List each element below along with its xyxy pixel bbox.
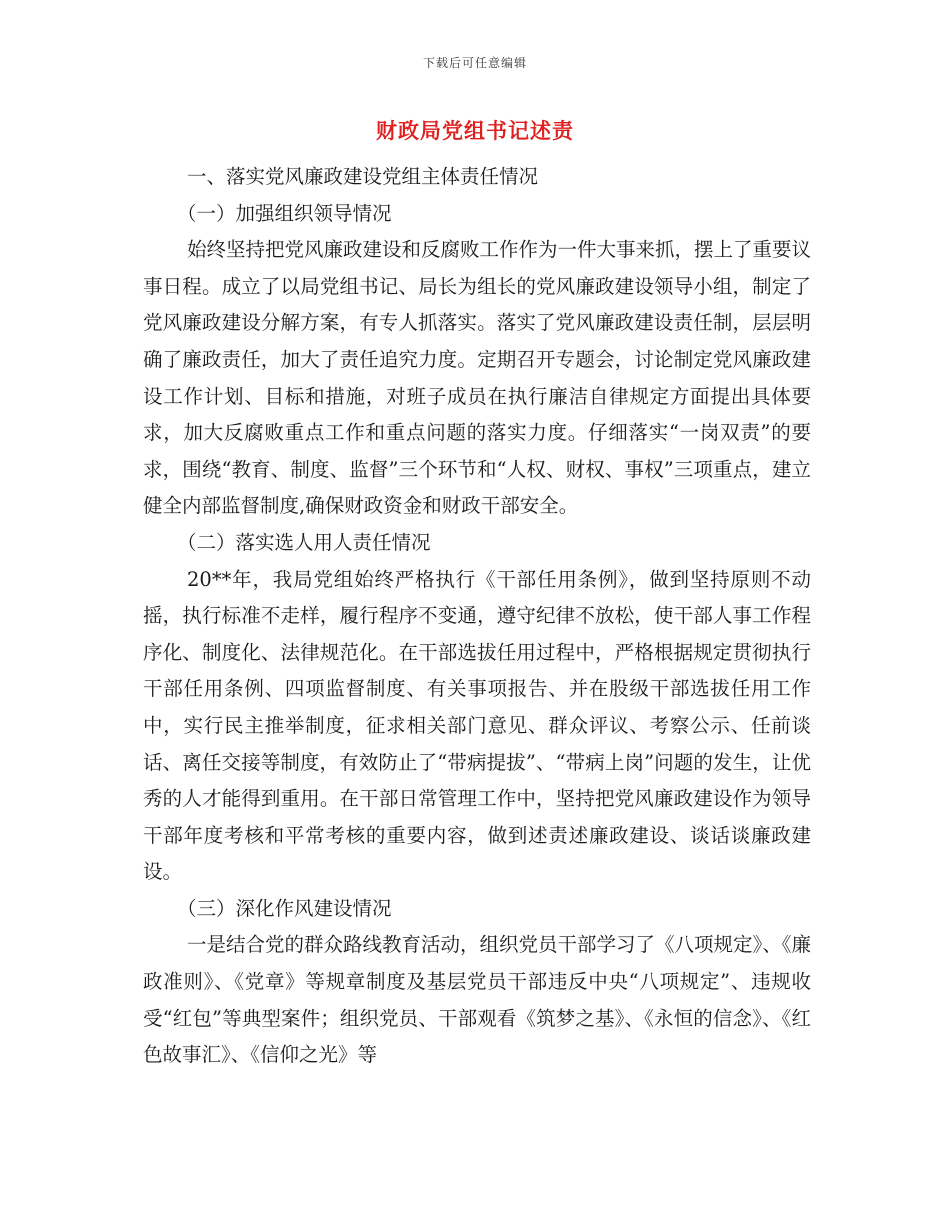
subsection-heading-2: （二）落实选人用人责任情况 [177,530,431,554]
document-body [143,159,811,1074]
document-title: 财政局党组书记述责 [376,118,574,143]
subsection-heading-1: （一）加强组织领导情况 [177,201,392,225]
paragraph-organization-leadership: 始终坚持把党风廉政建设和反腐败工作作为一件大事来抓，摆上了重要议事日程。成立了以局党组书记、局长为组长的党风廉政建设领导小组，制定了党风廉政建设分解方案，有专人抓落实。落实了党风廉政建设责任制，层层明确了廉政责任，加大了责任追究力度。定期召开专题会，讨论制定党风廉政建设工作计划、目标和措施，对班子成员在执行廉洁自律规定方面提出具体要求，加大反腐败重点工作和重点问题的落实力度。仔细落实“一岗双责”的要求，围绕“教育、制度、监督”三个环节和“人权、财权、事权”三项重点，建立健全内部监督制度,确保财政资金和财政干部安全。 [143,238,812,518]
paragraph-work-style: 一是结合党的群众路线教育活动，组织党员干部学习了《八项规定》、《廉政准则》、《党章》等规章制度及基层党员干部违反中央“八项规定”、违规收受“红包”等典型案件；组织党员、干部观看《筑梦之基》、《永恒的信念》、《红色故事汇》、《信仰之光》等 [143,933,812,1067]
header-note: 下载后可任意编辑 [422,56,527,70]
section-heading: 一、落实党风廉政建设党组主体责任情况 [187,165,539,188]
paragraph-personnel-selection: 20**年，我局党组始终严格执行《干部任用条例》，做到坚持原则不动摇，执行标准不走样，履行程序不变通，遵守纪律不放松，使干部人事工作程序化、制度化、法律规范化。在干部选拔任用过程中，严格根据规定贯彻执行干部任用条例、四项监督制度、有关事项报告、并在股级干部选拔任用工作中，实行民主推举制度，征求相关部门意见、群众评议、考察公示、任前谈话、离任交接等制度，有效防止了“带病提拔”、“带病上岗”问题的发生，让优秀的人才能得到重用。在干部日常管理工作中，坚持把党风廉政建设作为领导干部年度考核和平常考核的重要内容，做到述责述廉政建设、谈话谈廉政建设。 [143,567,811,884]
subsection-heading-3: （三）深化作风建设情况 [177,896,392,920]
